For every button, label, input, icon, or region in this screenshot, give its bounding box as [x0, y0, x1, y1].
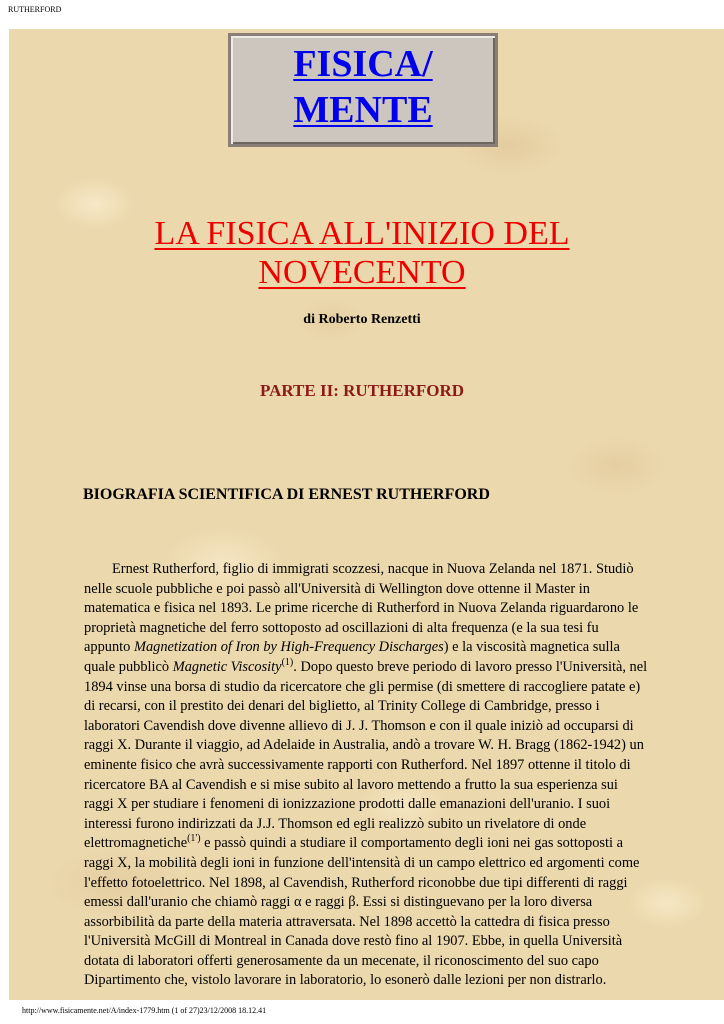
page-title — [100, 214, 624, 292]
site-logo-link[interactable] — [228, 33, 498, 147]
footnote-ref-1-prime[interactable]: (1') — [187, 833, 201, 845]
body-paragraph — [84, 560, 648, 991]
footnote-ref-1[interactable]: (1) — [281, 657, 294, 669]
body-text-3: . Dopo questo breve periodo di lavoro presso l'Università, nel 1894 vinse una borsa di studio da ricercatore che gli permise (di smettere di raccogliere patate e) di recarsi, con il prestito dei denari del biglietto, al Trinity College di Cambridge, presso i laboratori Cavendish dove divenne allievo di J. J. Thomson e con il quale iniziò ad occuparsi di raggi X. Durante il viaggio, ad Adelaide in Australia, andò a trovare W. H. Bragg (1862-1942) un eminente fisico che avrà successivamente rapporti con Rutherford. Nel 1897 ottenne il titolo di ricercatore BA al Cavendish e si mise subito al lavoro mettendo a frutto la sua esperienza sui raggi X per studiare i fenomeni di ionizzazione prodotti dalle emanazioni dell'uranio. I suoi interessi furono indirizzati da J.J. Thomson ed egli realizzò subito un rivelatore di onde elettromagnetiche — [84, 658, 648, 852]
title-line-2: NOVECENTO — [258, 254, 466, 291]
body-text-4: e passò quindi a studiare il comportamento degli ioni nei gas sottoposti a raggi X, la mobilità degli ioni in funzione dell'intensità di un campo elettrico ed argomenti come l'effetto fotoelettrico. Nel 1898, al Cavendish, Rutherford riconobbe due tipi differenti di raggi emessi dall'uranio che chiamò raggi α e raggi β. Essi si distinguevano per la loro diversa assorbibilità da parte della materia attraversata. Nel 1898 accettò la cattedra di fisica presso l'Università McGill di Montreal in Canada dove restò fino al 1907. Ebbe, in quella Università dotata di laboratori offerti generosamente da un mecenate, il riconoscimento del suo capo Dipartimento che, vistolo lavorare in laboratorio, lo esonerò dalle lezioni per non distrarlo. — [84, 835, 640, 989]
body-text-1: Ernest Rutherford, figlio di immigrati scozzesi, nacque in Nuova Zelanda nel 1871. Studiò nelle scuole pubbliche e poi passò all'Università di Wellington dove ottenne il Master in matematica e fisica nel 1893. Le prime ricerche di Rutherford in Nuova Zelanda riguardarono le proprietà magnetiche del ferro sottoposto ad oscillazioni di alta frequenza (e la sua tesi fu appunto — [84, 561, 639, 656]
print-footer-url: http://www.fisicamente.net/A/index-1779.htm (1 of 27)23/12/2008 18.12.41 — [22, 1006, 267, 1015]
print-header: RUTHERFORD — [8, 5, 62, 14]
logo-line-1[interactable]: FISICA/ — [293, 43, 433, 85]
logo-line-2[interactable]: MENTE — [293, 89, 433, 131]
body-text-2: ) e la viscosità magnetica sulla quale pubblicò — [84, 639, 620, 675]
title-line-1: LA FISICA ALL'INIZIO DEL — [154, 215, 570, 252]
section-heading: BIOGRAFIA SCIENTIFICA DI ERNEST RUTHERFORD — [83, 486, 490, 503]
publication-title: Magnetic Viscosity — [172, 658, 282, 675]
author-byline: di Roberto Renzetti — [303, 312, 421, 327]
thesis-title: Magnetization of Iron by High-Frequency Discharges — [133, 639, 444, 656]
part-subtitle: PARTE II: RUTHERFORD — [259, 381, 465, 400]
